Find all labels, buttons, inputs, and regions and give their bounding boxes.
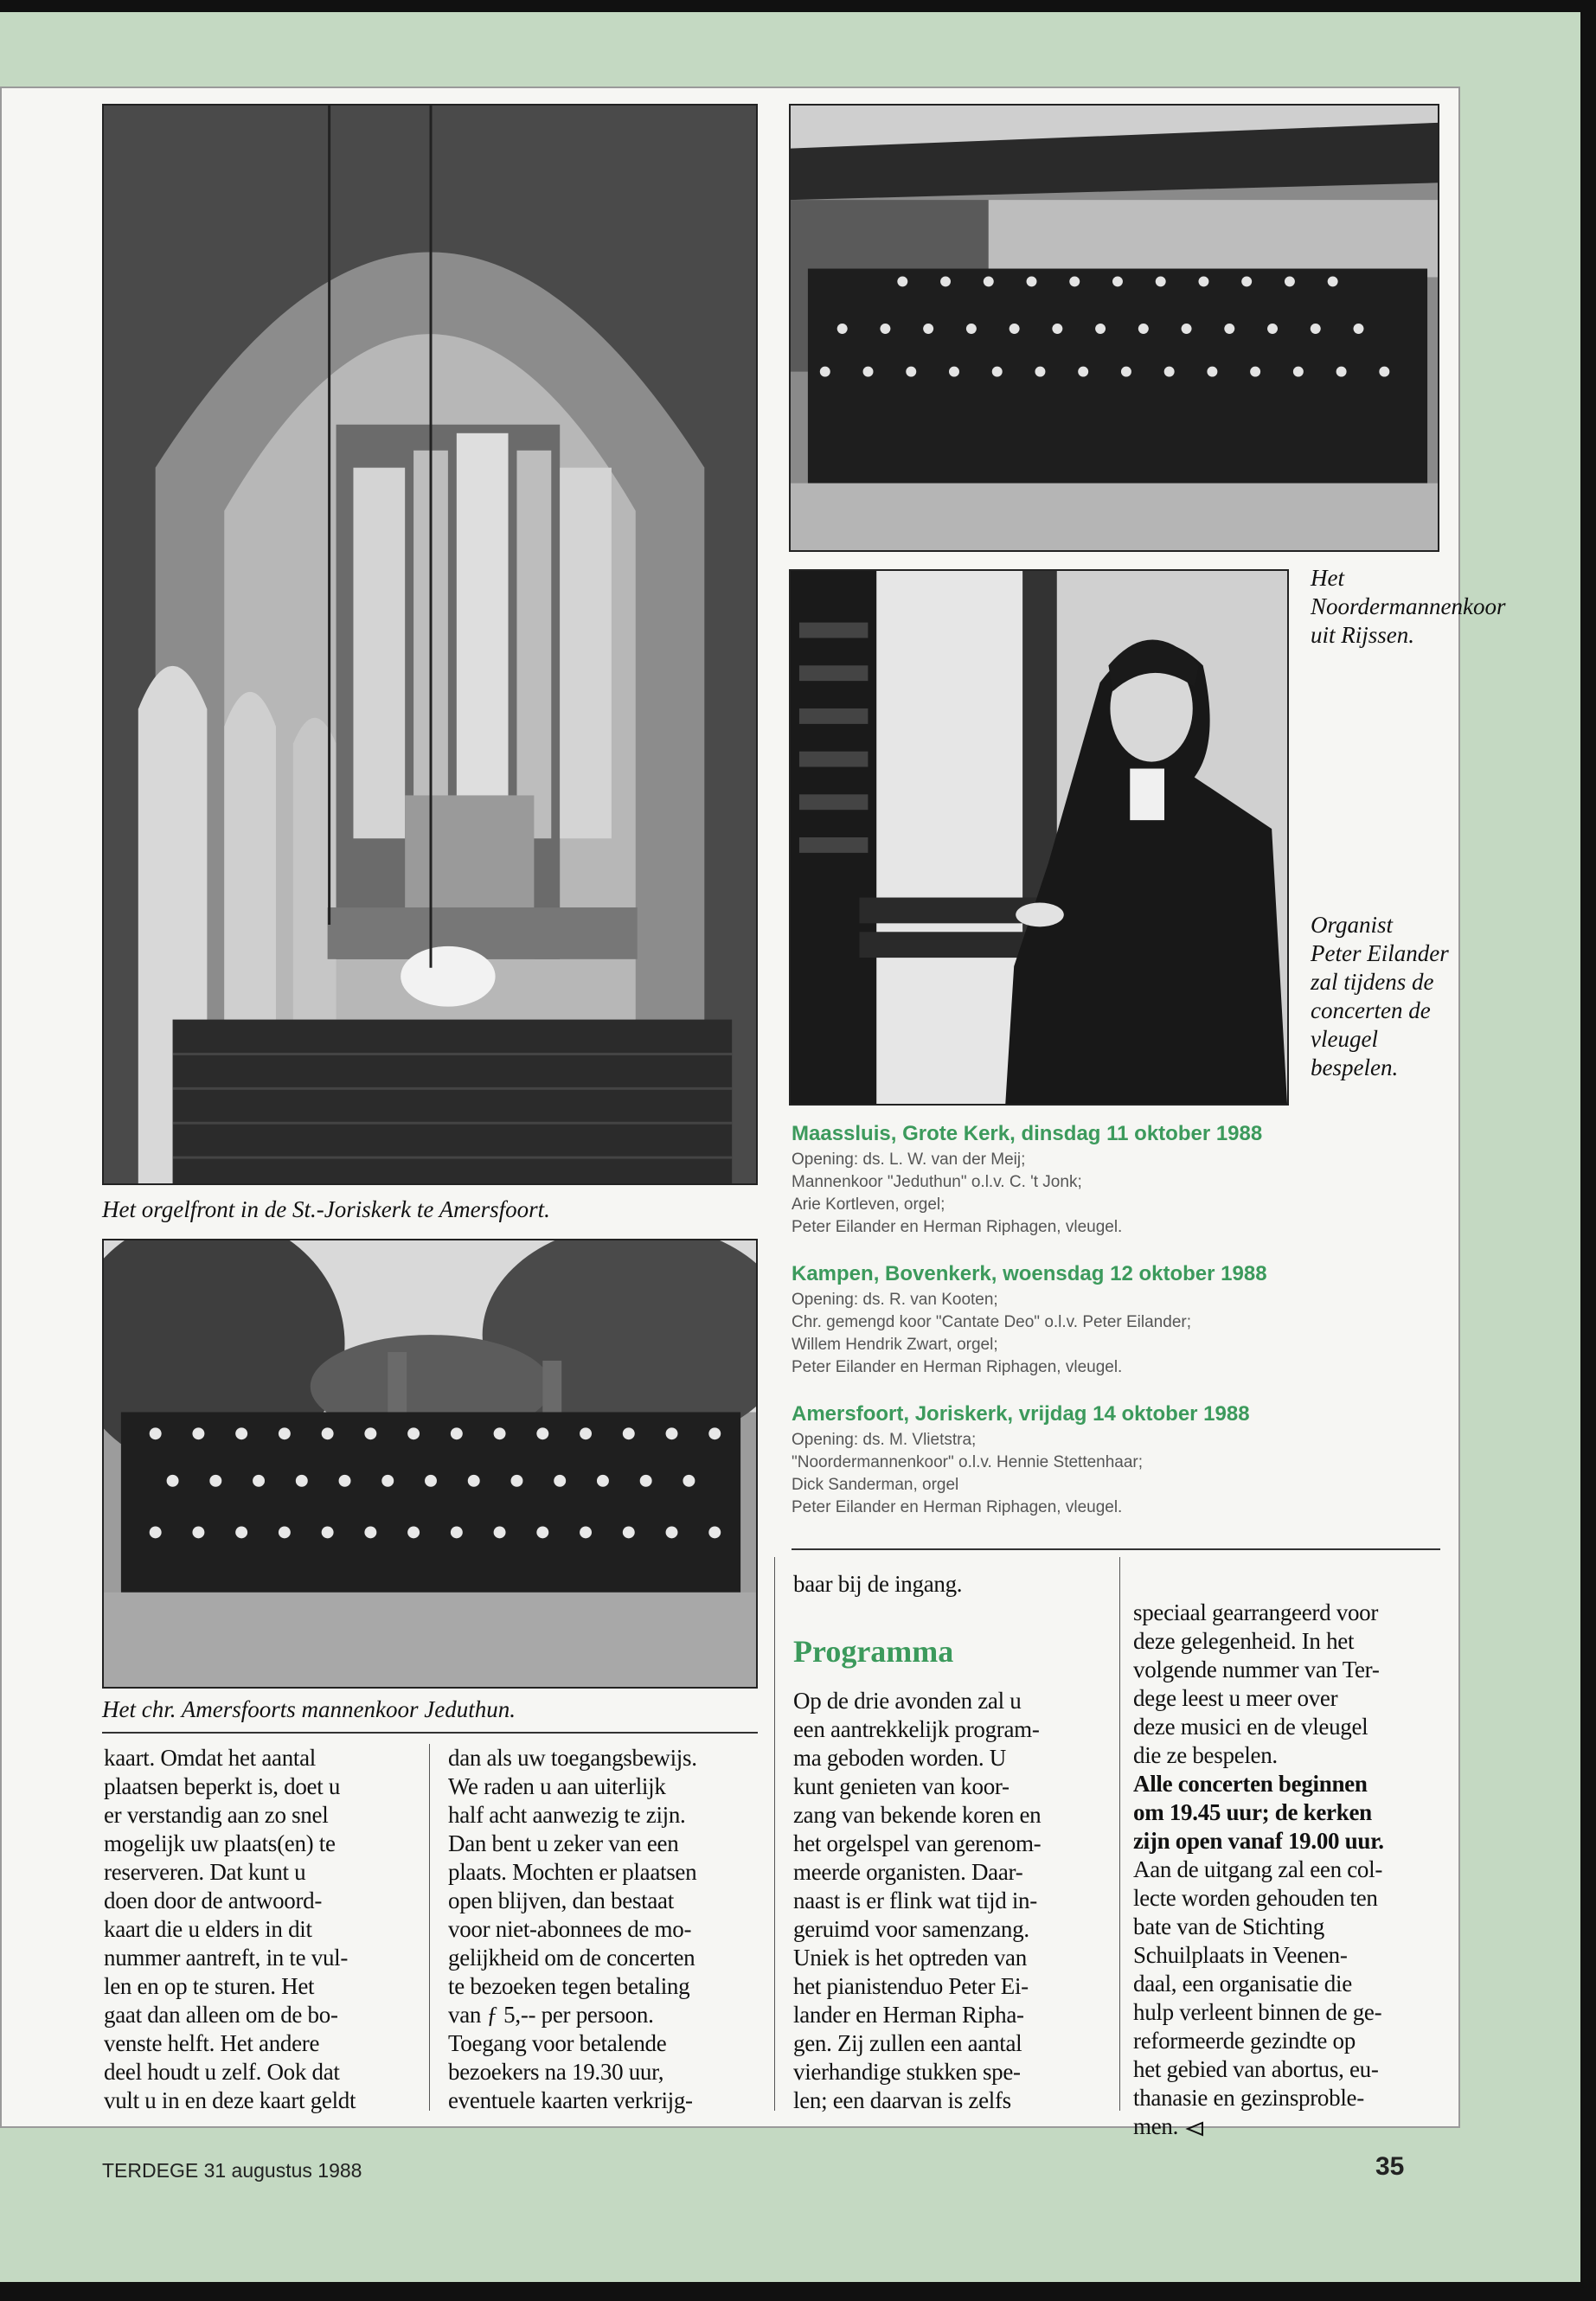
article-column-3-intro: baar bij de ingang. [793,1571,963,1597]
concert-line: Willem Hendrik Zwart, orgel; [792,1336,998,1354]
concert-heading: Amersfoort, Joriskerk, vrijdag 14 oktober 1988 [792,1402,1250,1426]
jeduthun-choir-photo [102,1239,758,1689]
column-separator [1119,1557,1120,2111]
organ-front-caption: Het orgelfront in de St.-Joriskerk te Amersfoort. [102,1196,550,1222]
page-number: 35 [1375,2152,1405,2181]
programma-heading: Programma [793,1634,954,1669]
scan-top-edge [0,0,1596,12]
column-separator [429,1744,430,2111]
scan-bottom-edge [0,2282,1596,2301]
concert-line: Opening: ds. M. Vlietstra; [792,1431,977,1449]
organist-caption: Organist Peter Eilander zal tijdens de concerten de vleugel bespelen. [1311,912,1449,1080]
article-column-4-bold: Alle concerten beginnen om 19.45 uur; de kerken zijn open vanaf 19.00 uur. [1133,1771,1384,1854]
organist-photo [789,569,1289,1106]
concert-heading: Kampen, Bovenkerk, woensdag 12 oktober 1988 [792,1262,1267,1285]
article-column-4-part-a: speciaal gearrangeerd voor deze gelegenheid. In het volgende nummer van Ter- dege leest u meer over deze musici en de vleugel die ze bespelen. [1133,1599,1380,1768]
divider-rule [792,1548,1440,1550]
article-column-3: Op de drie avonden zal u een aantrekkelijk program- ma geboden worden. U kunt genieten van koor- zang van bekende koren en het orgelspel van gerenom- meerde organisten. Daar- naast is er flink wat tijd in- geruimd voor samenzang. Uniek is het optreden van het pianistenduo Peter Ei- lander en Herman Ripha- gen. Zij zullen een aantal vierhandige stukken spe- len; een daarvan is zelfs [793,1688,1042,2113]
concert-line: Opening: ds. L. W. van der Meij; [792,1150,1026,1169]
concert-line: Dick Sanderman, orgel [792,1476,959,1494]
concert-line: Mannenkoor "Jeduthun" o.l.v. C. 't Jonk; [792,1173,1082,1191]
column-separator [774,1557,775,2111]
concert-line: Arie Kortleven, orgel; [792,1195,945,1214]
divider-rule [102,1732,758,1734]
noorderman-choir-photo [789,104,1439,552]
scan-right-edge [1580,0,1596,2301]
article-column-4 [1133,1570,1453,2141]
publication-footer: TERDEGE 31 augustus 1988 [102,2159,362,2182]
concert-line: Peter Eilander en Herman Riphagen, vleugel. [792,1218,1123,1236]
concert-line: Chr. gemengd koor "Cantate Deo" o.l.v. Peter Eilander; [792,1313,1191,1331]
concert-line: Opening: ds. R. van Kooten; [792,1291,998,1309]
organ-front-photo [102,104,758,1185]
concert-amersfoort [792,1401,1432,1519]
jeduthun-choir-caption: Het chr. Amersfoorts mannenkoor Jeduthun. [102,1696,516,1722]
concert-line: Peter Eilander en Herman Riphagen, vleugel. [792,1498,1123,1516]
end-marker-icon [1185,2121,1204,2137]
concert-heading: Maassluis, Grote Kerk, dinsdag 11 oktober 1988 [792,1122,1263,1145]
article-column-2: dan als uw toegangsbewijs. We raden u aan uiterlijk half acht aanwezig te zijn. Dan bent u zeker van een plaats. Mochten er plaatsen open blijven, dan bestaat voor niet-abonnees de mo- gelijkheid om de concerten te bezoeken tegen betaling van ƒ 5,-- per persoon. Toegang voor betalende bezoekers na 19.30 uur, eventuele kaarten verkrijg- [448,1745,697,2113]
noorderman-choir-caption: Het Noordermannenkoor uit Rijssen. [1311,565,1506,648]
concert-maassluis [792,1121,1432,1239]
concert-kampen [792,1261,1432,1379]
concert-line: "Noordermannenkoor" o.l.v. Hennie Stettenhaar; [792,1453,1144,1471]
article-column-1: kaart. Omdat het aantal plaatsen beperkt is, doet u er verstandig aan zo snel mogelijk uw plaats(en) te reserveren. Dat kunt u doen door de antwoord- kaart die u elders in dit nummer aantreft, in te vul- len en op te sturen. Het gaat dan alleen om de bo- venste helft. Het andere deel houdt u zelf. Ook dat vult u in en deze kaart geldt [104,1745,356,2113]
article-column-4-part-b: Aan de uitgang zal een col- lecte worden gehouden ten bate van de Stichting Schuilplaats in Veenen- daal, een organisatie die hulp verleent binnen de ge- reformeerde gezindte op het gebied van abortus, eu- thanasie en gezinsproble- men. [1133,1856,1383,2139]
concert-line: Peter Eilander en Herman Riphagen, vleugel. [792,1358,1123,1376]
